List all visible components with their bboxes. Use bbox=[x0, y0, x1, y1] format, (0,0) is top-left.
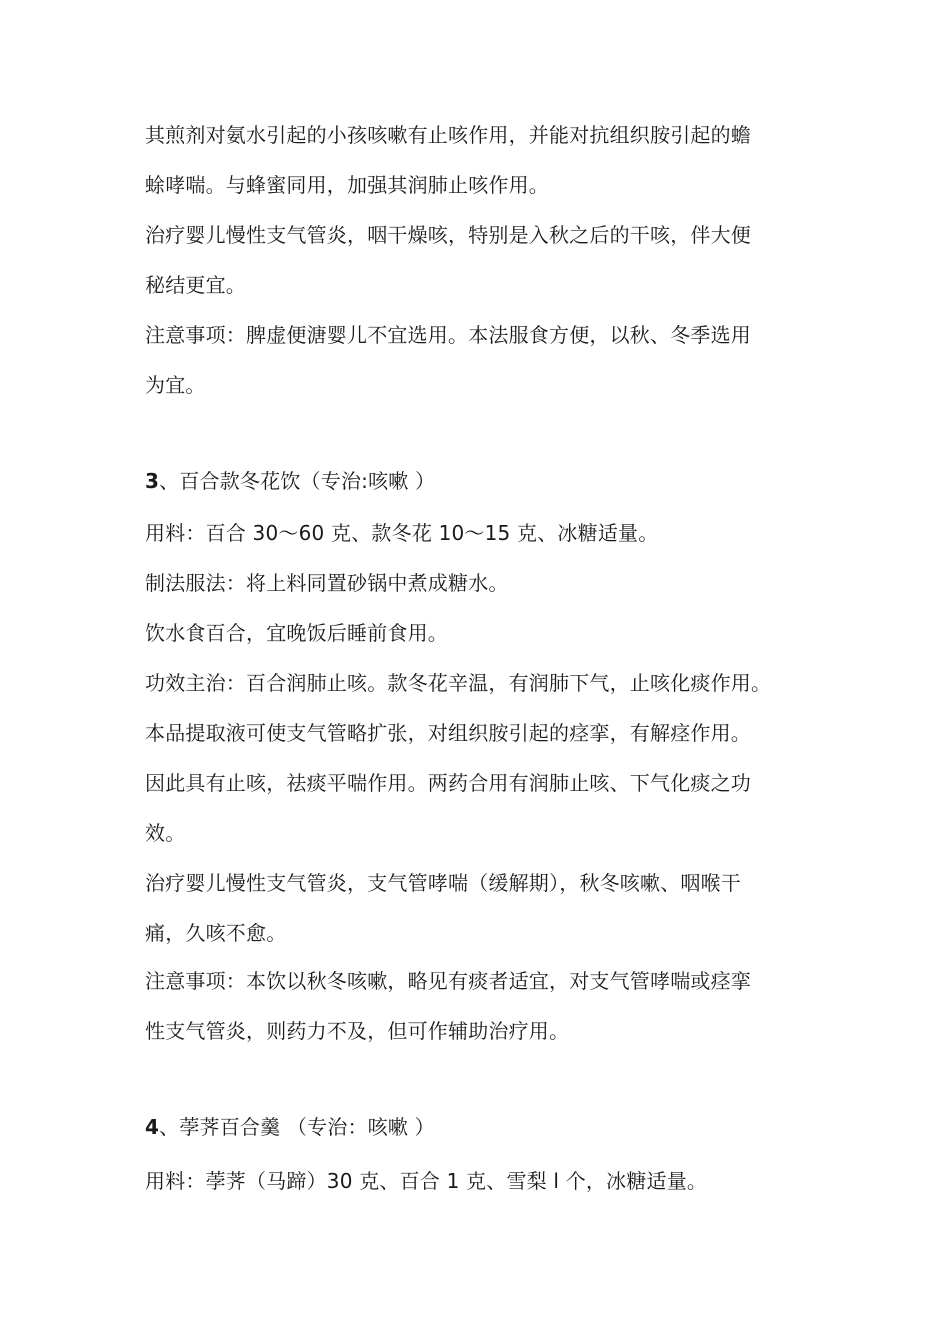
body-text-line: 制法服法：将上料同置砂锅中煮成糖水。 bbox=[145, 571, 509, 595]
body-text-line: 功效主治：百合润肺止咳。款冬花辛温，有润肺下气，止咳化痰作用。 bbox=[145, 671, 772, 695]
body-text-line: 本品提取液可使支气管略扩张，对组织胺引起的痉挛，有解痉作用。 bbox=[145, 721, 751, 745]
body-text-line: 因此具有止咳，祛痰平喘作用。两药合用有润肺止咳、下气化痰之功 bbox=[145, 771, 751, 795]
body-text-line: 性支气管炎，则药力不及，但可作辅助治疗用。 bbox=[145, 1019, 570, 1043]
section-heading bbox=[145, 1113, 435, 1141]
body-text-line: 注意事项：脾虚便溏婴儿不宜选用。本法服食方便，以秋、冬季选用 bbox=[145, 323, 751, 347]
body-text-line: 其煎剂对氨水引起的小孩咳嗽有止咳作用，并能对抗组织胺引起的蟾 bbox=[145, 123, 751, 147]
body-text-line: 用料：荸荠（马蹄）30 克、百合 1 克、雪梨 l 个，冰糖适量。 bbox=[145, 1169, 708, 1193]
body-text-line: 治疗婴儿慢性支气管炎，咽干燥咳，特别是入秋之后的干咳，伴大便 bbox=[145, 223, 751, 247]
body-text-line: 饮水食百合，宜晚饭后睡前食用。 bbox=[145, 621, 448, 645]
section-number: 3 bbox=[145, 469, 160, 493]
body-text-line: 痛，久咳不愈。 bbox=[145, 921, 287, 945]
section-number: 4 bbox=[145, 1115, 160, 1139]
body-text-line: 用料：百合 30～60 克、款冬花 10～15 克、冰糖适量。 bbox=[145, 521, 659, 545]
section-title: 、百合款冬花饮（专治:咳嗽 ） bbox=[159, 469, 436, 493]
body-text-line: 为宜。 bbox=[145, 373, 206, 397]
body-text-line: 注意事项：本饮以秋冬咳嗽，略见有痰者适宜，对支气管哮喘或痉挛 bbox=[145, 969, 751, 993]
body-text-line: 治疗婴儿慢性支气管炎，支气管哮喘（缓解期），秋冬咳嗽、咽喉干 bbox=[145, 871, 741, 895]
body-text-line: 效。 bbox=[145, 821, 186, 845]
body-text-line: 秘结更宜。 bbox=[145, 273, 246, 297]
section-heading bbox=[145, 467, 435, 495]
section-title: 、荸荠百合羹 （专治：咳嗽 ） bbox=[159, 1115, 435, 1139]
body-text-line: 蜍哮喘。与蜂蜜同用，加强其润肺止咳作用。 bbox=[145, 173, 549, 197]
